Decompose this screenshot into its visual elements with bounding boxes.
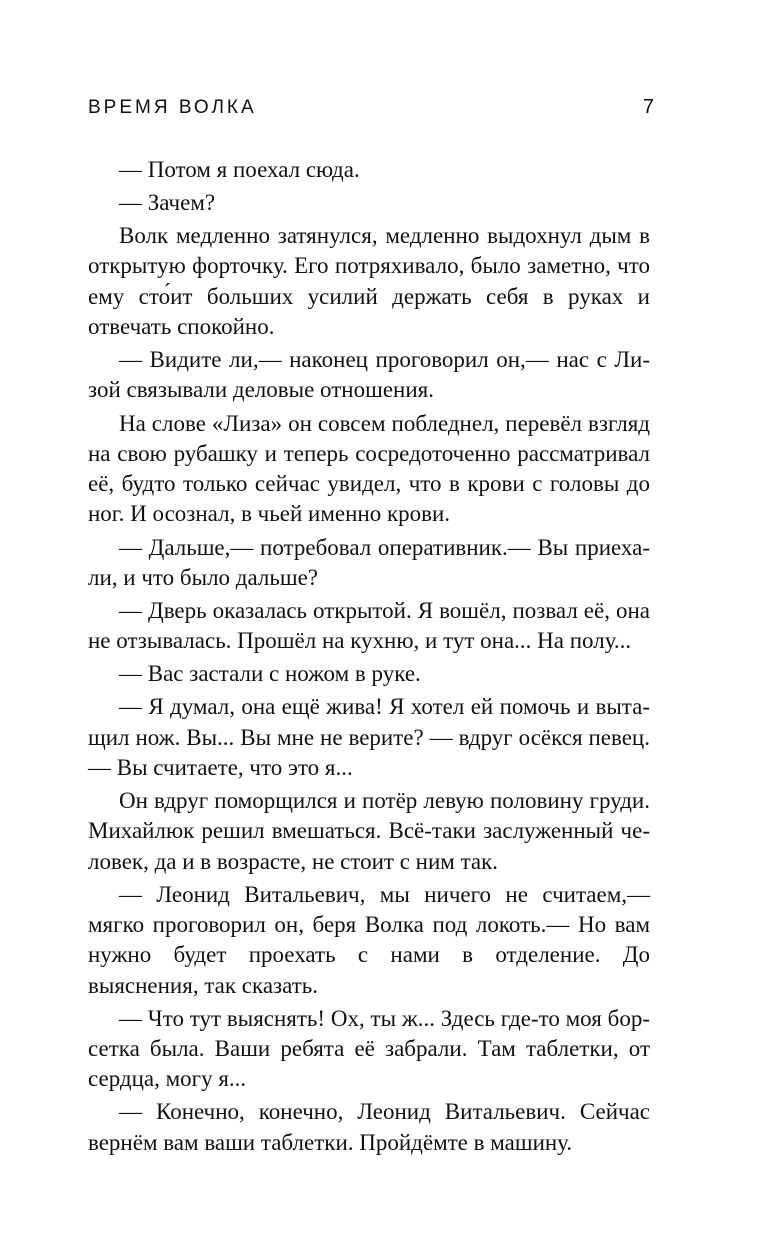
running-title: ВРЕМЯ ВОЛКА: [88, 97, 257, 118]
running-header: [88, 96, 654, 124]
paragraph: Он вдруг поморщился и потёр левую половину груди. Михайлюк решил вмешаться. Всё-таки заслуженный человек, да и в возрасте, не стоит с ним так.: [88, 788, 650, 874]
page-number: 7: [642, 96, 654, 118]
body-text: [88, 155, 650, 1161]
paragraph: — Я думал, она ещё жива! Я хотел ей помочь и вытащил нож. Вы... Вы мне не верите? — вдруг осёкся певец.— Вы считаете, что это я...: [88, 694, 650, 781]
paragraph: — Зачем?: [119, 190, 216, 216]
paragraph: — Конечно, конечно, Леонид Витальевич. Сейчас вернём вам ваши таблетки. Пройдёмте в машину.: [88, 1099, 650, 1155]
paragraph: — Вас застали с ножом в руке.: [119, 661, 421, 687]
paragraph: На слове «Лиза» он совсем побледнел, перевёл взгляд на свою рубашку и теперь сосредоточенно рассматривал её, будто только сейчас увидел, что в крови с головы до ног. И осознал, в чьей именно крови.: [88, 410, 650, 527]
paragraph: — Потом я поехал сюда.: [119, 157, 360, 182]
paragraph: — Видите ли,— наконец проговорил он,— нас с Лизой связывали деловые отношения.: [88, 347, 650, 403]
paragraph: Волк медленно затянулся, медленно выдохнул дым в открытую форточку. Его потряхивало, было заметно, что ему сто́ит больших усилий держать себя в руках и отвечать спокойно.: [88, 223, 650, 340]
paragraph: — Дальше,— потребовал оперативник.— Вы приехали, и что было дальше?: [88, 534, 650, 590]
paragraph: — Дверь оказалась открытой. Я вошёл, позвал её, она не отзывалась. Прошёл на кухню, и тут она... На полу...: [88, 597, 650, 654]
paragraph: — Леонид Витальевич, мы ничего не считаем,— мягко проговорил он, беря Волка под локоть.— Но вам нужно будет проехать с нами в отделение. До выяснения, так сказать.: [88, 881, 650, 998]
paragraph: — Что тут выяснять! Ох, ты ж... Здесь где-то моя борсетка была. Ваши ребята её забрали. Там таблетки, от сердца, могу я...: [88, 1005, 650, 1092]
